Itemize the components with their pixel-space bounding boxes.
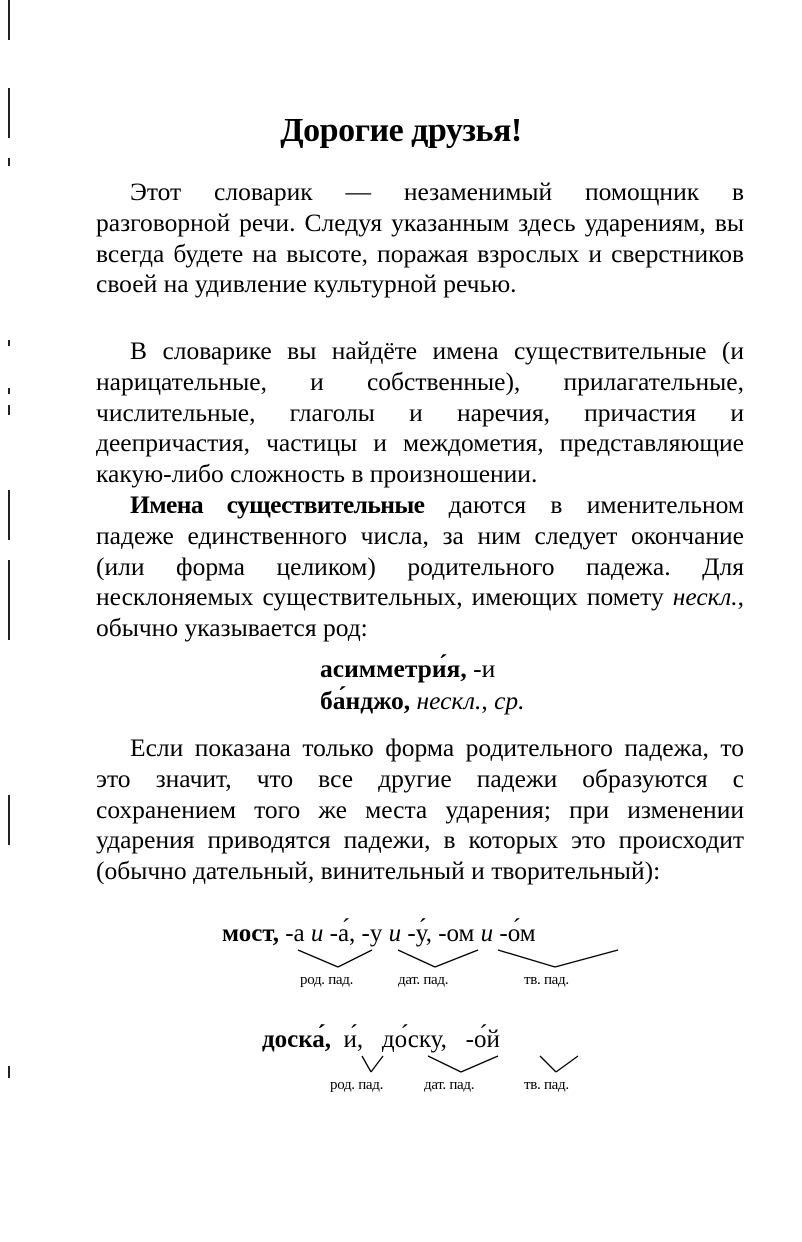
label-instrumental: тв. пад.: [524, 972, 569, 988]
example-word: асимметри́я,: [320, 654, 467, 683]
nouns-text-end: , обычно указывается род:: [96, 582, 744, 643]
schema-form: -о́й: [465, 1026, 500, 1053]
connector-line: [556, 1056, 578, 1072]
example-mark: нескл.: [410, 686, 482, 715]
label-genitive: род. пад.: [300, 972, 354, 988]
label-dative: дат. пад.: [424, 1077, 475, 1093]
schema-form: -ом: [438, 920, 475, 947]
connector-line: [498, 950, 555, 967]
schema-and: и: [480, 920, 494, 947]
example-sep: ,: [481, 686, 495, 715]
connector-line: [338, 950, 372, 967]
indecl-mark: нескл.: [672, 582, 738, 612]
stress-paragraph: Если показана только форма родительного падежа, то это значит, что все другие падежи образуются с сохранением того же места ударения; при изменении ударения приводятся падежи, в которых это происходит (обычно дательный, винительный и творительный):: [96, 733, 744, 886]
connector-line: [435, 950, 478, 967]
connector-line: [428, 1056, 461, 1072]
schema-and: и: [310, 920, 324, 947]
contents-paragraph: В словарике вы найдёте имена существительные (и нарицательные, и собственные), прилагательные, числительные, глаголы и наречия, причастия и деепричастия, частицы и междометия, представляющие какую-либо сложность в произношении.: [96, 336, 744, 489]
label-dative: дат. пад.: [398, 972, 449, 988]
connector-line: [540, 1056, 556, 1072]
connector-line: [298, 950, 338, 967]
example-gender: ср.: [494, 686, 525, 715]
schema-form: -у́,: [407, 920, 432, 947]
example-word: ба́нджо,: [320, 686, 411, 715]
schema-form: до́ску,: [381, 1026, 447, 1053]
schema-form: -у: [361, 920, 383, 947]
connector-line: [555, 950, 618, 967]
nouns-text: даются в именительном падеже единственного числа, за ним следует окончание (или форма целиком) родительного падежа. Для несклоняемых существительных, имеющих помету: [96, 490, 744, 612]
connector-line: [398, 950, 435, 967]
schema-form: -а́,: [329, 920, 356, 947]
schema-and: и: [388, 920, 402, 947]
connector-line: [371, 1056, 383, 1072]
schema-word: мост,: [222, 920, 279, 947]
page-title: Дорогие друзья!: [280, 112, 522, 149]
label-genitive: род. пад.: [330, 1077, 384, 1093]
connector-line: [362, 1056, 371, 1072]
label-instrumental: тв. пад.: [524, 1077, 569, 1093]
schema-form: и́,: [343, 1026, 364, 1053]
nouns-heading: Имена существительные: [130, 490, 425, 519]
connector-line: [461, 1056, 498, 1072]
schema-form: -а: [285, 920, 305, 947]
example-ending: -и: [466, 654, 496, 683]
schema-word: доска́,: [262, 1026, 332, 1053]
intro-paragraph: Этот словарик — незаменимый помощник в разговорной речи. Следуя указанным здесь ударениям, вы всегда будете на высоте, поражая взрослых и сверстников своей на удивление культурной речью.: [96, 177, 744, 299]
schema-form: -о́м: [499, 920, 536, 947]
